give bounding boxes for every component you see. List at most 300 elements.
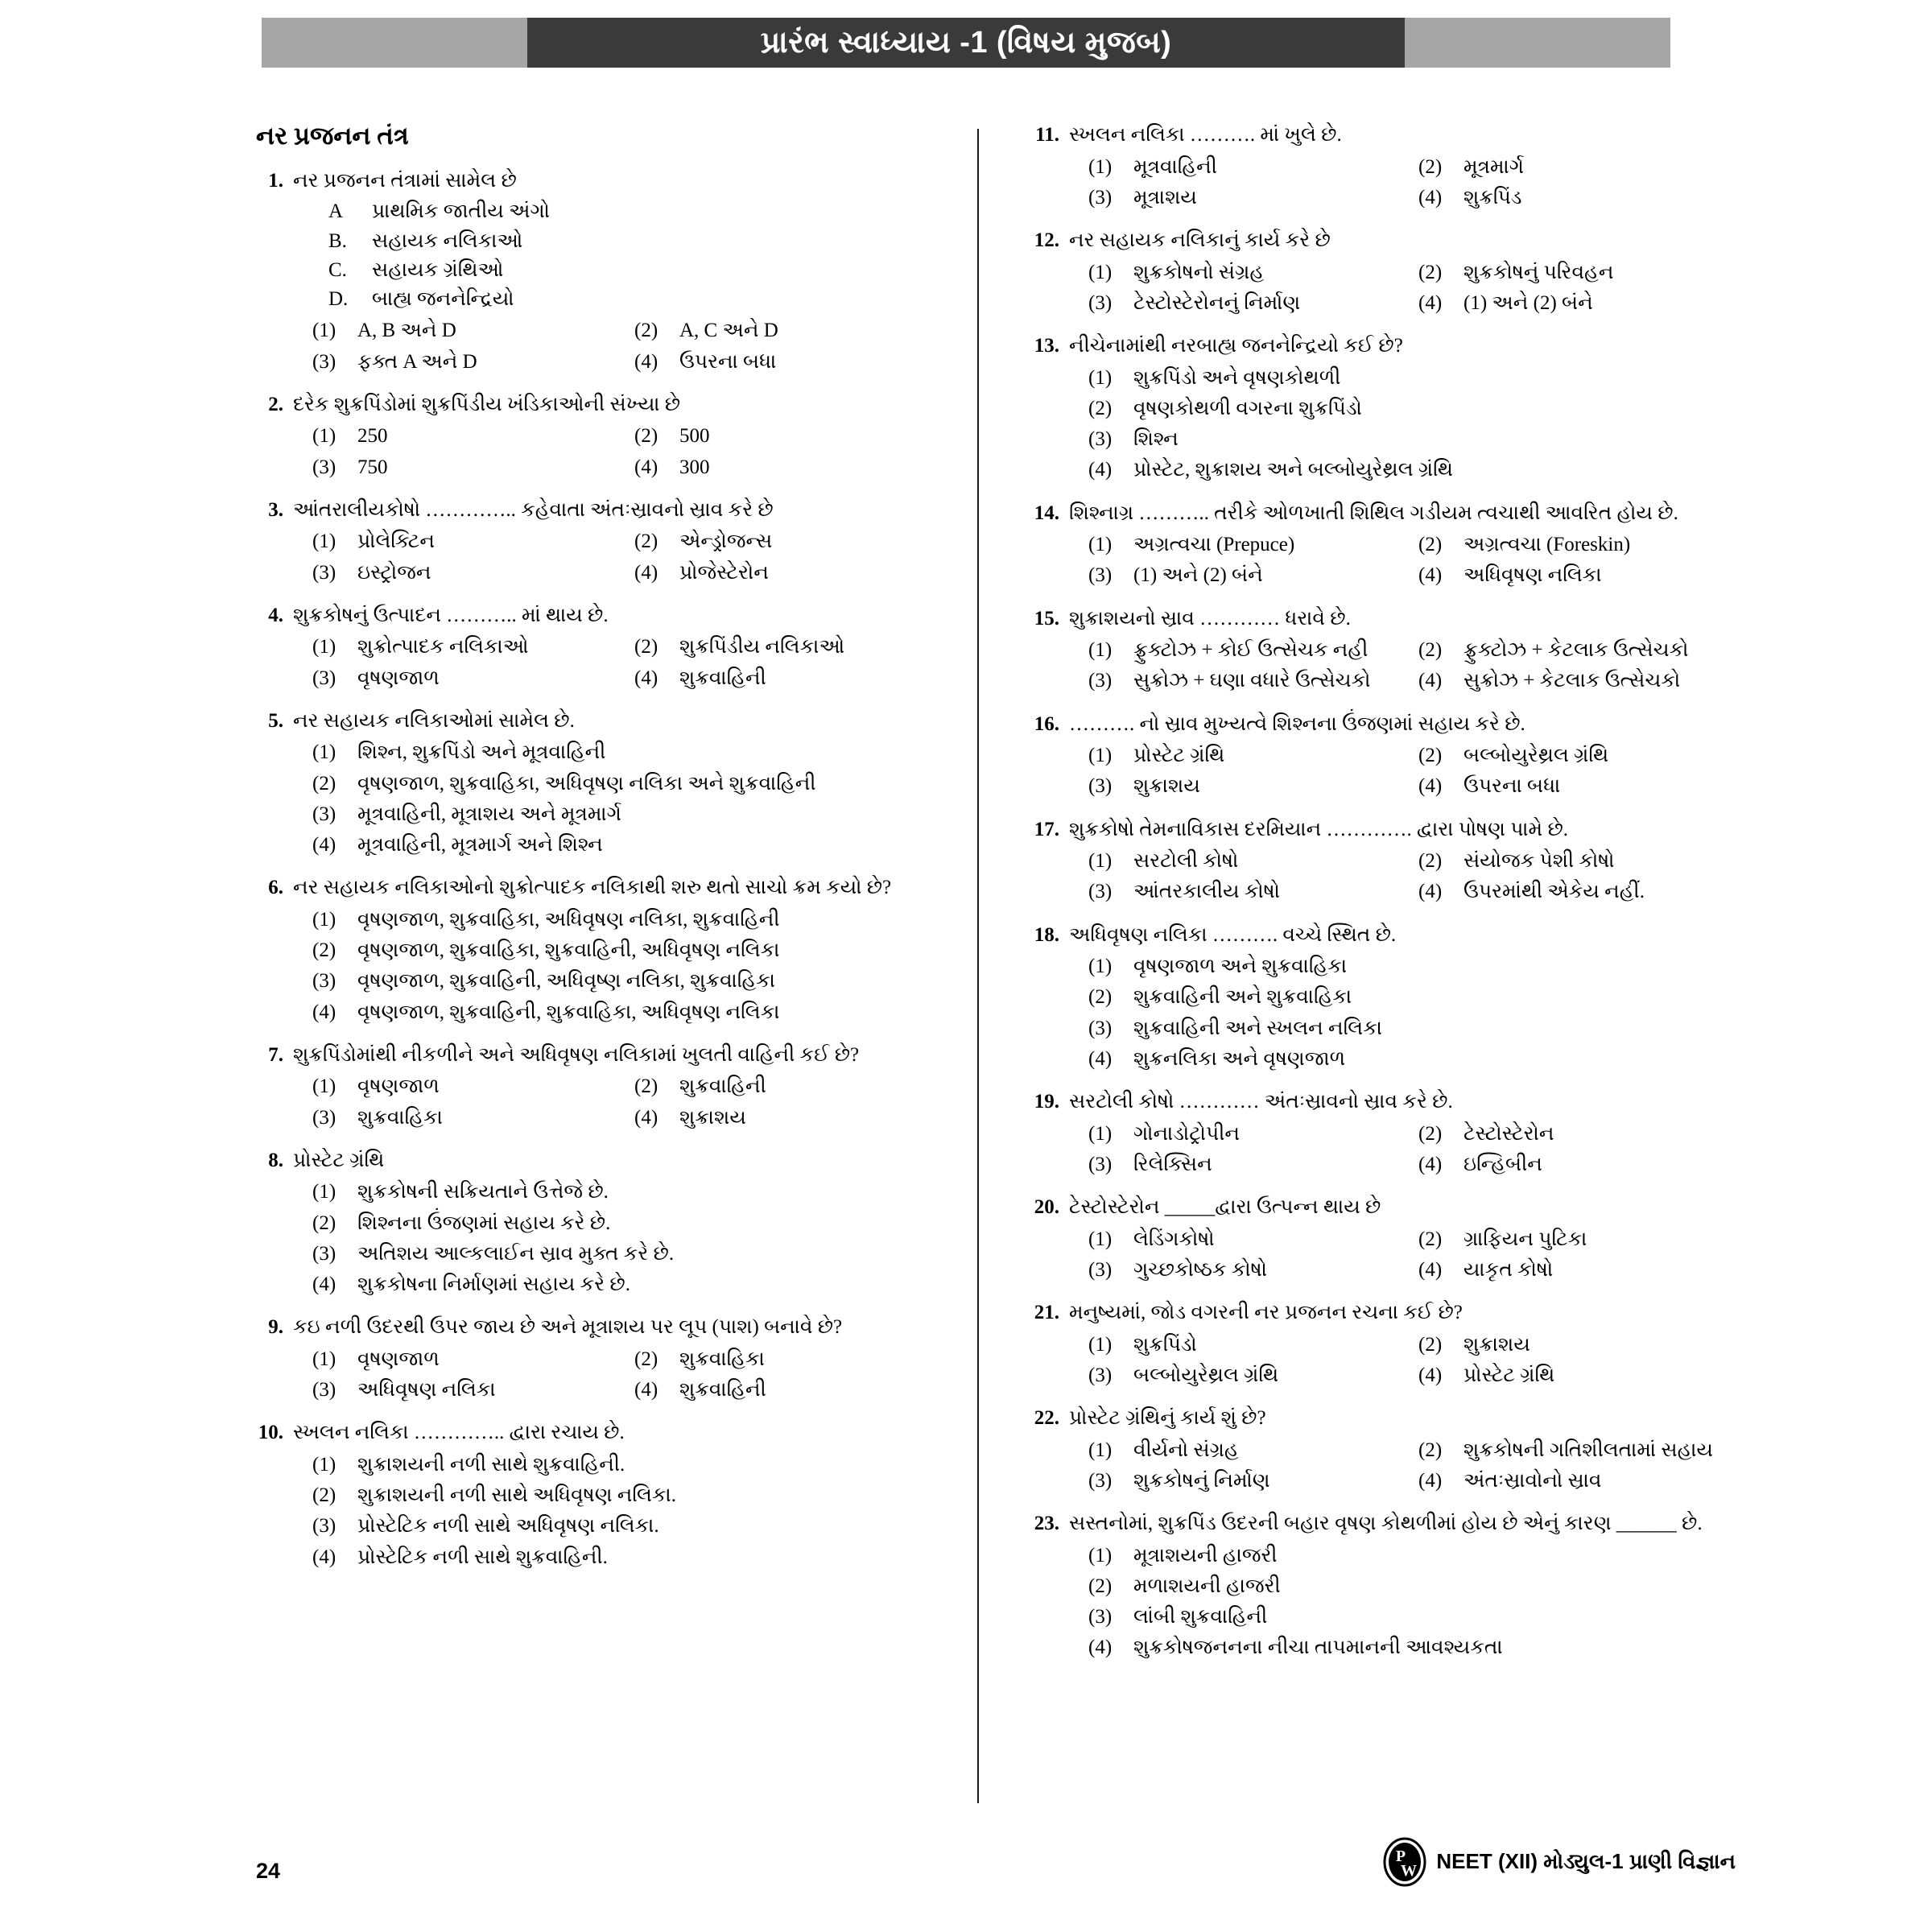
option-text: 300: [679, 456, 710, 478]
option-key: (4): [1418, 881, 1443, 903]
question-row: [1018, 332, 1742, 361]
option-key: (2): [312, 1484, 336, 1506]
option-list: [1088, 152, 1742, 214]
question-block: [242, 707, 950, 861]
sub-statement-row: [328, 285, 950, 314]
question-number: 15.: [1034, 607, 1059, 630]
option-item[interactable]: [312, 663, 628, 694]
option-key: (1): [1088, 366, 1113, 389]
option-item[interactable]: [312, 1269, 950, 1300]
question-row: [242, 601, 950, 630]
question-number: 17.: [1034, 818, 1059, 840]
option-text: ઇન્હિબીન: [1463, 1153, 1542, 1175]
option-item[interactable]: [1088, 394, 1742, 424]
option-key: (4): [312, 1546, 336, 1568]
question-text: આંતરાલીયકોષો ………….. કહેવાતા અંતઃસ્રાવનો સ્રાવ કરે છે: [293, 498, 774, 521]
option-text: પ્રોસ્ટેટિક નળી સાથે અધિવૃષણ નલિકા.: [357, 1515, 659, 1538]
question-row: [242, 707, 950, 736]
option-text: મૂત્રવાહિની, મૂત્રાશય અને મૂત્રમાર્ગ: [357, 803, 621, 825]
option-item[interactable]: [312, 1344, 628, 1375]
question-row: [1018, 605, 1742, 634]
option-key: (1): [1088, 1439, 1113, 1461]
option-item[interactable]: [634, 421, 950, 452]
option-key: (4): [1088, 459, 1113, 481]
option-item[interactable]: [312, 935, 950, 966]
option-list: [312, 905, 950, 1028]
option-key: (3): [312, 667, 336, 689]
option-key: (2): [1418, 745, 1443, 766]
option-item[interactable]: [1088, 635, 1412, 666]
option-text: રિલેક્સિન: [1133, 1153, 1212, 1175]
option-item[interactable]: [1088, 1044, 1742, 1075]
question-text: દરેક શુક્રપિંડોમાં શુક્રપિંડીય ખંડિકાઓની સંખ્યા છે: [293, 393, 681, 415]
header-gray-left: [262, 18, 527, 68]
option-item[interactable]: [312, 1177, 950, 1208]
option-item[interactable]: [312, 421, 628, 452]
option-text: અંતઃસ્રાવોનો સ્રાવ: [1463, 1469, 1602, 1492]
option-key: (2): [1088, 986, 1113, 1009]
option-item[interactable]: [1418, 1119, 1742, 1150]
option-list: [1088, 530, 1742, 592]
option-key: (1): [1088, 850, 1113, 872]
svg-text:W: W: [1401, 1862, 1418, 1880]
page-footer: [242, 1837, 1747, 1885]
option-text: મૂત્રાશયની હાજરી: [1133, 1544, 1278, 1567]
sub-statement-key: D.: [328, 288, 349, 310]
option-key: (3): [1088, 428, 1113, 450]
option-item[interactable]: [1088, 771, 1412, 802]
option-text: મૂત્રાશય: [1133, 186, 1197, 208]
question-text: પ્રોસ્ટેટ ગ્રંથિનું કાર્ય શું છે?: [1069, 1407, 1266, 1429]
question-row: [242, 1146, 950, 1175]
option-item[interactable]: [634, 347, 950, 378]
option-key: (1): [312, 1075, 336, 1098]
question-block: [1018, 121, 1742, 213]
option-item[interactable]: [1088, 363, 1742, 394]
option-text: યાકૃત કોષો: [1463, 1258, 1554, 1281]
option-text: અતિશય આલ્કલાઈન સ્રાવ મુક્ત કરે છે.: [357, 1242, 675, 1265]
sub-statement-text: પ્રાથમિક જાતીય અંગો: [372, 200, 550, 223]
option-key: (1): [312, 1348, 336, 1370]
question-block: [1018, 1509, 1742, 1664]
option-list: [1088, 1224, 1742, 1286]
option-item[interactable]: [1088, 846, 1412, 877]
question-number: 4.: [268, 604, 283, 626]
question-row: [1018, 1404, 1742, 1433]
question-number: 3.: [268, 498, 283, 521]
option-item[interactable]: [1088, 982, 1742, 1013]
option-list: [1088, 741, 1742, 803]
option-key: (3): [1088, 564, 1113, 587]
question-block: [242, 1146, 950, 1301]
option-item[interactable]: [634, 632, 950, 663]
option-item[interactable]: [1088, 1571, 1742, 1602]
option-key: (1): [312, 741, 336, 764]
option-item[interactable]: [1088, 1119, 1412, 1150]
option-text: શુક્રકોષનો સંગ્રહ: [1133, 261, 1265, 283]
option-item[interactable]: [1088, 741, 1412, 771]
option-key: (1): [312, 636, 336, 658]
question-number: 18.: [1034, 923, 1059, 946]
option-item[interactable]: [312, 1511, 950, 1542]
option-key: (3): [312, 1242, 336, 1265]
option-key: (4): [1418, 1469, 1443, 1492]
question-row: [1018, 921, 1742, 950]
option-key: (3): [312, 970, 336, 993]
option-item[interactable]: [1088, 1224, 1412, 1255]
question-block: [242, 873, 950, 1028]
option-text: શુક્રકોષનું પરિવહન: [1463, 261, 1614, 283]
question-number: 23.: [1034, 1513, 1059, 1534]
question-row: [242, 390, 950, 419]
left-question-list: [242, 167, 950, 1573]
header-gray-right: [1405, 18, 1670, 68]
option-item[interactable]: [312, 1542, 950, 1573]
option-text: ફ્રુક્ટોઝ + કેટલાક ઉત્સેચકો: [1463, 639, 1689, 661]
option-item[interactable]: [312, 1480, 950, 1511]
question-row: [242, 1041, 950, 1070]
option-item[interactable]: [634, 558, 950, 588]
question-block: [242, 601, 950, 694]
option-key: (3): [1088, 1364, 1113, 1386]
content-area: [242, 121, 1747, 1803]
option-list: [312, 632, 950, 694]
option-item[interactable]: [1418, 635, 1742, 666]
question-text: શુક્રાશયનો સ્રાવ ………… ધરાવે છે.: [1069, 607, 1351, 630]
option-item[interactable]: [312, 1103, 628, 1133]
option-item[interactable]: [1088, 1541, 1742, 1571]
question-block: [1018, 815, 1742, 908]
question-number: 22.: [1034, 1407, 1059, 1429]
question-row: [242, 496, 950, 525]
pw-logo-icon: [1383, 1837, 1426, 1887]
option-text: એન્ડ્રોજન્સ: [679, 530, 773, 553]
option-text: વીર્યનો સંગ્રહ: [1133, 1439, 1239, 1461]
brand-text: NEET (XII) મોડ્યુલ-1 પ્રાણી વિજ્ઞાન: [1436, 1849, 1736, 1873]
right-column: [979, 121, 1742, 1803]
option-list: [312, 737, 950, 861]
option-key: (3): [1088, 1017, 1113, 1039]
option-item[interactable]: [1088, 1150, 1412, 1180]
option-text: મૂત્રમાર્ગ: [1463, 155, 1525, 178]
question-text: સસ્તનોમાં, શુક્રપિંડ ઉદરની બહાર વૃષણ કોથળીમાં હોય છે એનું કારણ ______ છે.: [1069, 1513, 1703, 1534]
option-item[interactable]: [1088, 152, 1412, 183]
question-number: 12.: [1034, 229, 1059, 251]
option-text: સુક્રોઝ + કેટલાક ઉત્સેચકો: [1463, 670, 1681, 692]
option-item[interactable]: [312, 452, 628, 483]
option-item[interactable]: [1418, 258, 1742, 288]
question-block: [1018, 499, 1742, 592]
option-item[interactable]: [1418, 771, 1742, 802]
question-block: [242, 167, 950, 378]
option-text: અગ્રત્વચા (Foreskin): [1463, 534, 1631, 555]
option-list: [1088, 1330, 1742, 1392]
option-key: (2): [1418, 1439, 1443, 1461]
option-key: (2): [312, 772, 336, 795]
option-item[interactable]: [1088, 530, 1412, 560]
option-key: (3): [1088, 670, 1113, 692]
option-key: (3): [1088, 1258, 1113, 1281]
option-key: (2): [1418, 1333, 1443, 1356]
question-text: નર સહાયક નલિકાઓમાં સામેલ છે.: [293, 709, 575, 732]
option-item[interactable]: [1088, 1435, 1412, 1466]
option-item[interactable]: [634, 452, 950, 483]
option-text: ઉપરના બધા: [1463, 775, 1561, 798]
option-key: (1): [1088, 956, 1113, 977]
option-item[interactable]: [1418, 183, 1742, 213]
question-text: નર સહાયક નલિકાઓનો શુક્રોત્પાદક નલિકાથી શરુ થતો સાચો ક્રમ કયો છે?: [293, 877, 892, 899]
sub-statement-key: A: [328, 200, 344, 223]
option-key: (4): [634, 350, 658, 373]
question-row: [1018, 1193, 1742, 1222]
header-dark-center: [527, 18, 1405, 68]
option-key: (4): [634, 561, 658, 584]
option-text: શુક્રવાહિની: [679, 1075, 766, 1098]
option-key: (1): [1088, 1544, 1113, 1567]
option-list: [1088, 846, 1742, 908]
option-text: શુક્રપિંડ: [1463, 186, 1522, 208]
sub-statement-row: [328, 197, 950, 226]
option-item[interactable]: [634, 1375, 950, 1406]
option-key: (3): [312, 456, 336, 478]
question-block: [1018, 605, 1742, 697]
option-key: (2): [1088, 397, 1113, 419]
option-text: શુક્રકોષનું નિર્માણ: [1133, 1469, 1270, 1492]
option-key: (3): [1088, 291, 1113, 314]
option-text: વૃષણજાળ, શુક્રવાહિની, અધિવૃષ્ણ નલિકા, શુક્રવાહિકા: [357, 970, 776, 993]
option-text: ગોનાડોટ્રોપીન: [1133, 1122, 1241, 1145]
question-number: 19.: [1034, 1091, 1059, 1113]
option-key: (2): [312, 1212, 336, 1234]
option-item[interactable]: [1088, 424, 1742, 455]
option-key: (3): [1088, 186, 1113, 208]
option-item[interactable]: [312, 966, 950, 997]
option-text: (1) અને (2) બંને: [1463, 291, 1593, 314]
option-item[interactable]: [1418, 152, 1742, 183]
option-text: 500: [679, 425, 710, 448]
sub-statement-text: બાહ્ય જનનેન્દ્રિયો: [372, 288, 514, 310]
option-item[interactable]: [1418, 1330, 1742, 1360]
option-text: લેડિંગકોષો: [1133, 1228, 1215, 1250]
option-item[interactable]: [312, 1450, 950, 1480]
question-block: [1018, 710, 1742, 803]
option-item[interactable]: [312, 1375, 628, 1406]
option-text: વૃષણજાળ, શુક્રવાહિકા, અધિવૃષણ નલિકા, શુક્રવાહિની: [357, 908, 780, 931]
option-item[interactable]: [312, 347, 628, 378]
option-text: A, B અને D: [357, 320, 456, 342]
option-key: (1): [312, 530, 336, 553]
option-item[interactable]: [312, 1239, 950, 1269]
option-text: બલ્બોયુરેથ્રલ ગ્રંથિ: [1463, 745, 1609, 766]
question-block: [242, 1418, 950, 1573]
option-key: (3): [312, 1379, 336, 1401]
question-row: [1018, 1509, 1742, 1538]
option-item[interactable]: [312, 830, 950, 861]
question-number: 10.: [258, 1422, 283, 1444]
option-item[interactable]: [312, 526, 628, 557]
option-item[interactable]: [312, 1071, 628, 1102]
question-number: 5.: [268, 709, 283, 732]
question-number: 14.: [1034, 502, 1059, 524]
option-key: (4): [1088, 1637, 1113, 1659]
question-text: નીચેનામાંથી નરબાહ્ય જનનેન્દ્રિયો કઈ છે?: [1069, 335, 1403, 357]
option-item[interactable]: [312, 1208, 950, 1239]
option-item[interactable]: [1418, 877, 1742, 907]
option-key: (1): [312, 320, 336, 342]
option-key: (1): [1088, 534, 1113, 555]
option-text: ઉપરમાંથી એકેય નહીં.: [1463, 881, 1645, 903]
option-item[interactable]: [1088, 1466, 1412, 1496]
option-text: વૃષણજાળ અને શુક્રવાહિકા: [1133, 956, 1348, 977]
question-row: [1018, 815, 1742, 844]
question-number: 13.: [1034, 335, 1059, 357]
option-text: શુક્રકોષના નિર્માણમાં સહાય કરે છે.: [357, 1274, 630, 1295]
option-key: (4): [1418, 775, 1443, 798]
option-item[interactable]: [634, 316, 950, 346]
option-list: [1088, 635, 1742, 697]
option-key: (4): [1418, 1258, 1443, 1281]
option-text: ગ્રાફિયન પુટિકા: [1463, 1228, 1587, 1250]
option-item[interactable]: [1088, 877, 1412, 907]
option-item[interactable]: [634, 1103, 950, 1133]
option-key: (1): [1088, 745, 1113, 766]
option-text: ઉપરના બધા: [679, 350, 777, 373]
sub-statement-text: સહાયક નલિકાઓ: [372, 229, 523, 252]
option-key: (2): [1418, 534, 1443, 555]
option-item[interactable]: [1088, 952, 1742, 982]
page-number: 24: [256, 1859, 281, 1883]
option-item[interactable]: [1088, 455, 1742, 485]
option-item[interactable]: [312, 632, 628, 663]
question-number: 16.: [1034, 712, 1059, 735]
option-text: ઇસ્ટ્રોજન: [357, 561, 431, 584]
question-text: કઇ નળી ઉદરથી ઉપર જાય છે અને મૂત્રાશય પર લૂપ (પાશ) બનાવે છે?: [293, 1316, 843, 1339]
option-text: શુક્રાશયની નળી સાથે અધિવૃષણ નલિકા.: [357, 1484, 676, 1506]
option-text: શુક્રવાહિની: [679, 1379, 766, 1401]
question-number: 20.: [1034, 1196, 1059, 1218]
option-key: (3): [1088, 881, 1113, 903]
option-text: વૃષણજાળ, શુક્રવાહિની, શુક્રવાહિકા, અધિવૃષણ નલિકા: [357, 1001, 780, 1023]
option-text: અધિવૃષણ નલિકા: [357, 1379, 496, 1401]
option-key: (4): [1418, 1364, 1443, 1386]
option-key: (1): [312, 425, 336, 448]
option-item[interactable]: [1088, 183, 1412, 213]
option-list: [312, 1450, 950, 1573]
option-text: શુક્રાશય: [1133, 775, 1200, 798]
option-item[interactable]: [1418, 1360, 1742, 1391]
option-text: ટેસ્ટોસ્ટેરોનનું નિર્માણ: [1133, 291, 1301, 314]
option-item[interactable]: [1418, 1466, 1742, 1496]
option-item[interactable]: [1418, 288, 1742, 319]
svg-text:P: P: [1396, 1847, 1406, 1865]
option-item[interactable]: [1418, 1435, 1742, 1466]
option-text: પ્રોસ્ટેટ ગ્રંથિ: [1463, 1364, 1555, 1386]
option-key: (4): [1418, 291, 1443, 314]
option-list: [1088, 1435, 1742, 1497]
option-item[interactable]: [312, 905, 950, 935]
option-item[interactable]: [634, 1071, 950, 1102]
option-item[interactable]: [1088, 560, 1412, 591]
option-text: ટેસ્ટોસ્ટેરોન: [1463, 1122, 1554, 1145]
option-text: શુક્રપિંડો અને વૃષણકોથળી: [1133, 366, 1341, 389]
option-item[interactable]: [1088, 1360, 1412, 1391]
option-text: બલ્બોયુરેથ્રલ ગ્રંથિ: [1133, 1364, 1279, 1386]
option-key: (1): [312, 1181, 336, 1203]
option-item[interactable]: [312, 737, 950, 768]
option-key: (3): [1088, 775, 1113, 798]
option-item[interactable]: [1088, 1602, 1742, 1633]
question-number: 7.: [268, 1043, 283, 1066]
option-item[interactable]: [1418, 1255, 1742, 1286]
option-item[interactable]: [312, 316, 628, 346]
option-text: પ્રોસ્ટેટ, શુક્રાશય અને બલ્બોયુરેથ્રલ ગ્રંથિ: [1133, 459, 1453, 481]
option-key: (4): [634, 1379, 658, 1401]
option-item[interactable]: [312, 769, 950, 799]
option-item[interactable]: [634, 526, 950, 557]
option-item[interactable]: [312, 799, 950, 830]
question-block: [1018, 921, 1742, 1075]
option-text: મૂત્રવાહિની, મૂત્રમાર્ગ અને શિશ્ન: [357, 834, 603, 856]
option-item[interactable]: [1088, 288, 1412, 319]
option-text: શુક્રાશય: [679, 1106, 746, 1129]
sub-statement-row: [328, 256, 950, 285]
option-key: (4): [634, 456, 658, 478]
option-item[interactable]: [634, 1344, 950, 1375]
option-item[interactable]: [1088, 1330, 1412, 1360]
question-row: [242, 1418, 950, 1447]
question-text: સરટોલી કોષો ………… અંતઃસ્રાવનો સ્રાવ કરે છે.: [1069, 1091, 1453, 1113]
option-key: (3): [1088, 1469, 1113, 1492]
question-block: [1018, 1298, 1742, 1391]
option-text: ગુચ્છકોષ્ઠક કોષો: [1133, 1258, 1267, 1281]
option-text: શુક્રકોષની સક્રિયતાને ઉત્તેજે છે.: [357, 1181, 609, 1203]
option-item[interactable]: [1088, 1255, 1412, 1286]
option-key: (2): [1418, 261, 1443, 283]
option-key: (2): [634, 425, 658, 448]
option-key: (2): [634, 636, 658, 658]
option-item[interactable]: [1088, 1633, 1742, 1663]
option-item[interactable]: [634, 663, 950, 694]
option-key: (4): [1418, 186, 1443, 208]
question-block: [1018, 226, 1742, 319]
option-text: વૃષણકોથળી વગરના શુક્રપિંડો: [1133, 397, 1362, 419]
option-text: વૃષણજાળ: [357, 1075, 440, 1098]
option-item[interactable]: [1088, 258, 1412, 288]
option-key: (2): [634, 530, 658, 553]
option-item[interactable]: [1088, 1013, 1742, 1044]
option-text: પ્રોલેક્ટિન: [357, 530, 435, 553]
option-item[interactable]: [1418, 666, 1742, 696]
option-item[interactable]: [1418, 846, 1742, 877]
question-row: [242, 167, 950, 196]
option-item[interactable]: [1418, 1150, 1742, 1180]
option-item[interactable]: [1418, 741, 1742, 771]
option-key: (1): [1088, 1228, 1113, 1250]
option-item[interactable]: [1418, 530, 1742, 560]
question-text: ટેસ્ટોસ્ટેરોન _____દ્વારા ઉત્પન્ન થાય છે: [1069, 1196, 1381, 1218]
option-text: લાંબી શુક્રવાહિની: [1133, 1606, 1268, 1628]
option-item[interactable]: [1418, 1224, 1742, 1255]
option-text: પ્રોસ્ટેટિક નળી સાથે શુક્રવાહિની.: [357, 1546, 608, 1568]
option-item[interactable]: [312, 997, 950, 1028]
option-item[interactable]: [1418, 560, 1742, 591]
question-text: શિશ્નાગ્ર ……….. તરીકે ઓળખાતી શિથિલ ગડીયમ ત્વચાથી આવરિત હોય છે.: [1069, 502, 1678, 524]
option-text: વૃષણજાળ: [357, 667, 440, 689]
option-item[interactable]: [1088, 666, 1412, 696]
option-text: શુક્રવાહિકા: [679, 1348, 765, 1370]
option-item[interactable]: [312, 558, 628, 588]
option-key: (1): [1088, 1122, 1113, 1145]
